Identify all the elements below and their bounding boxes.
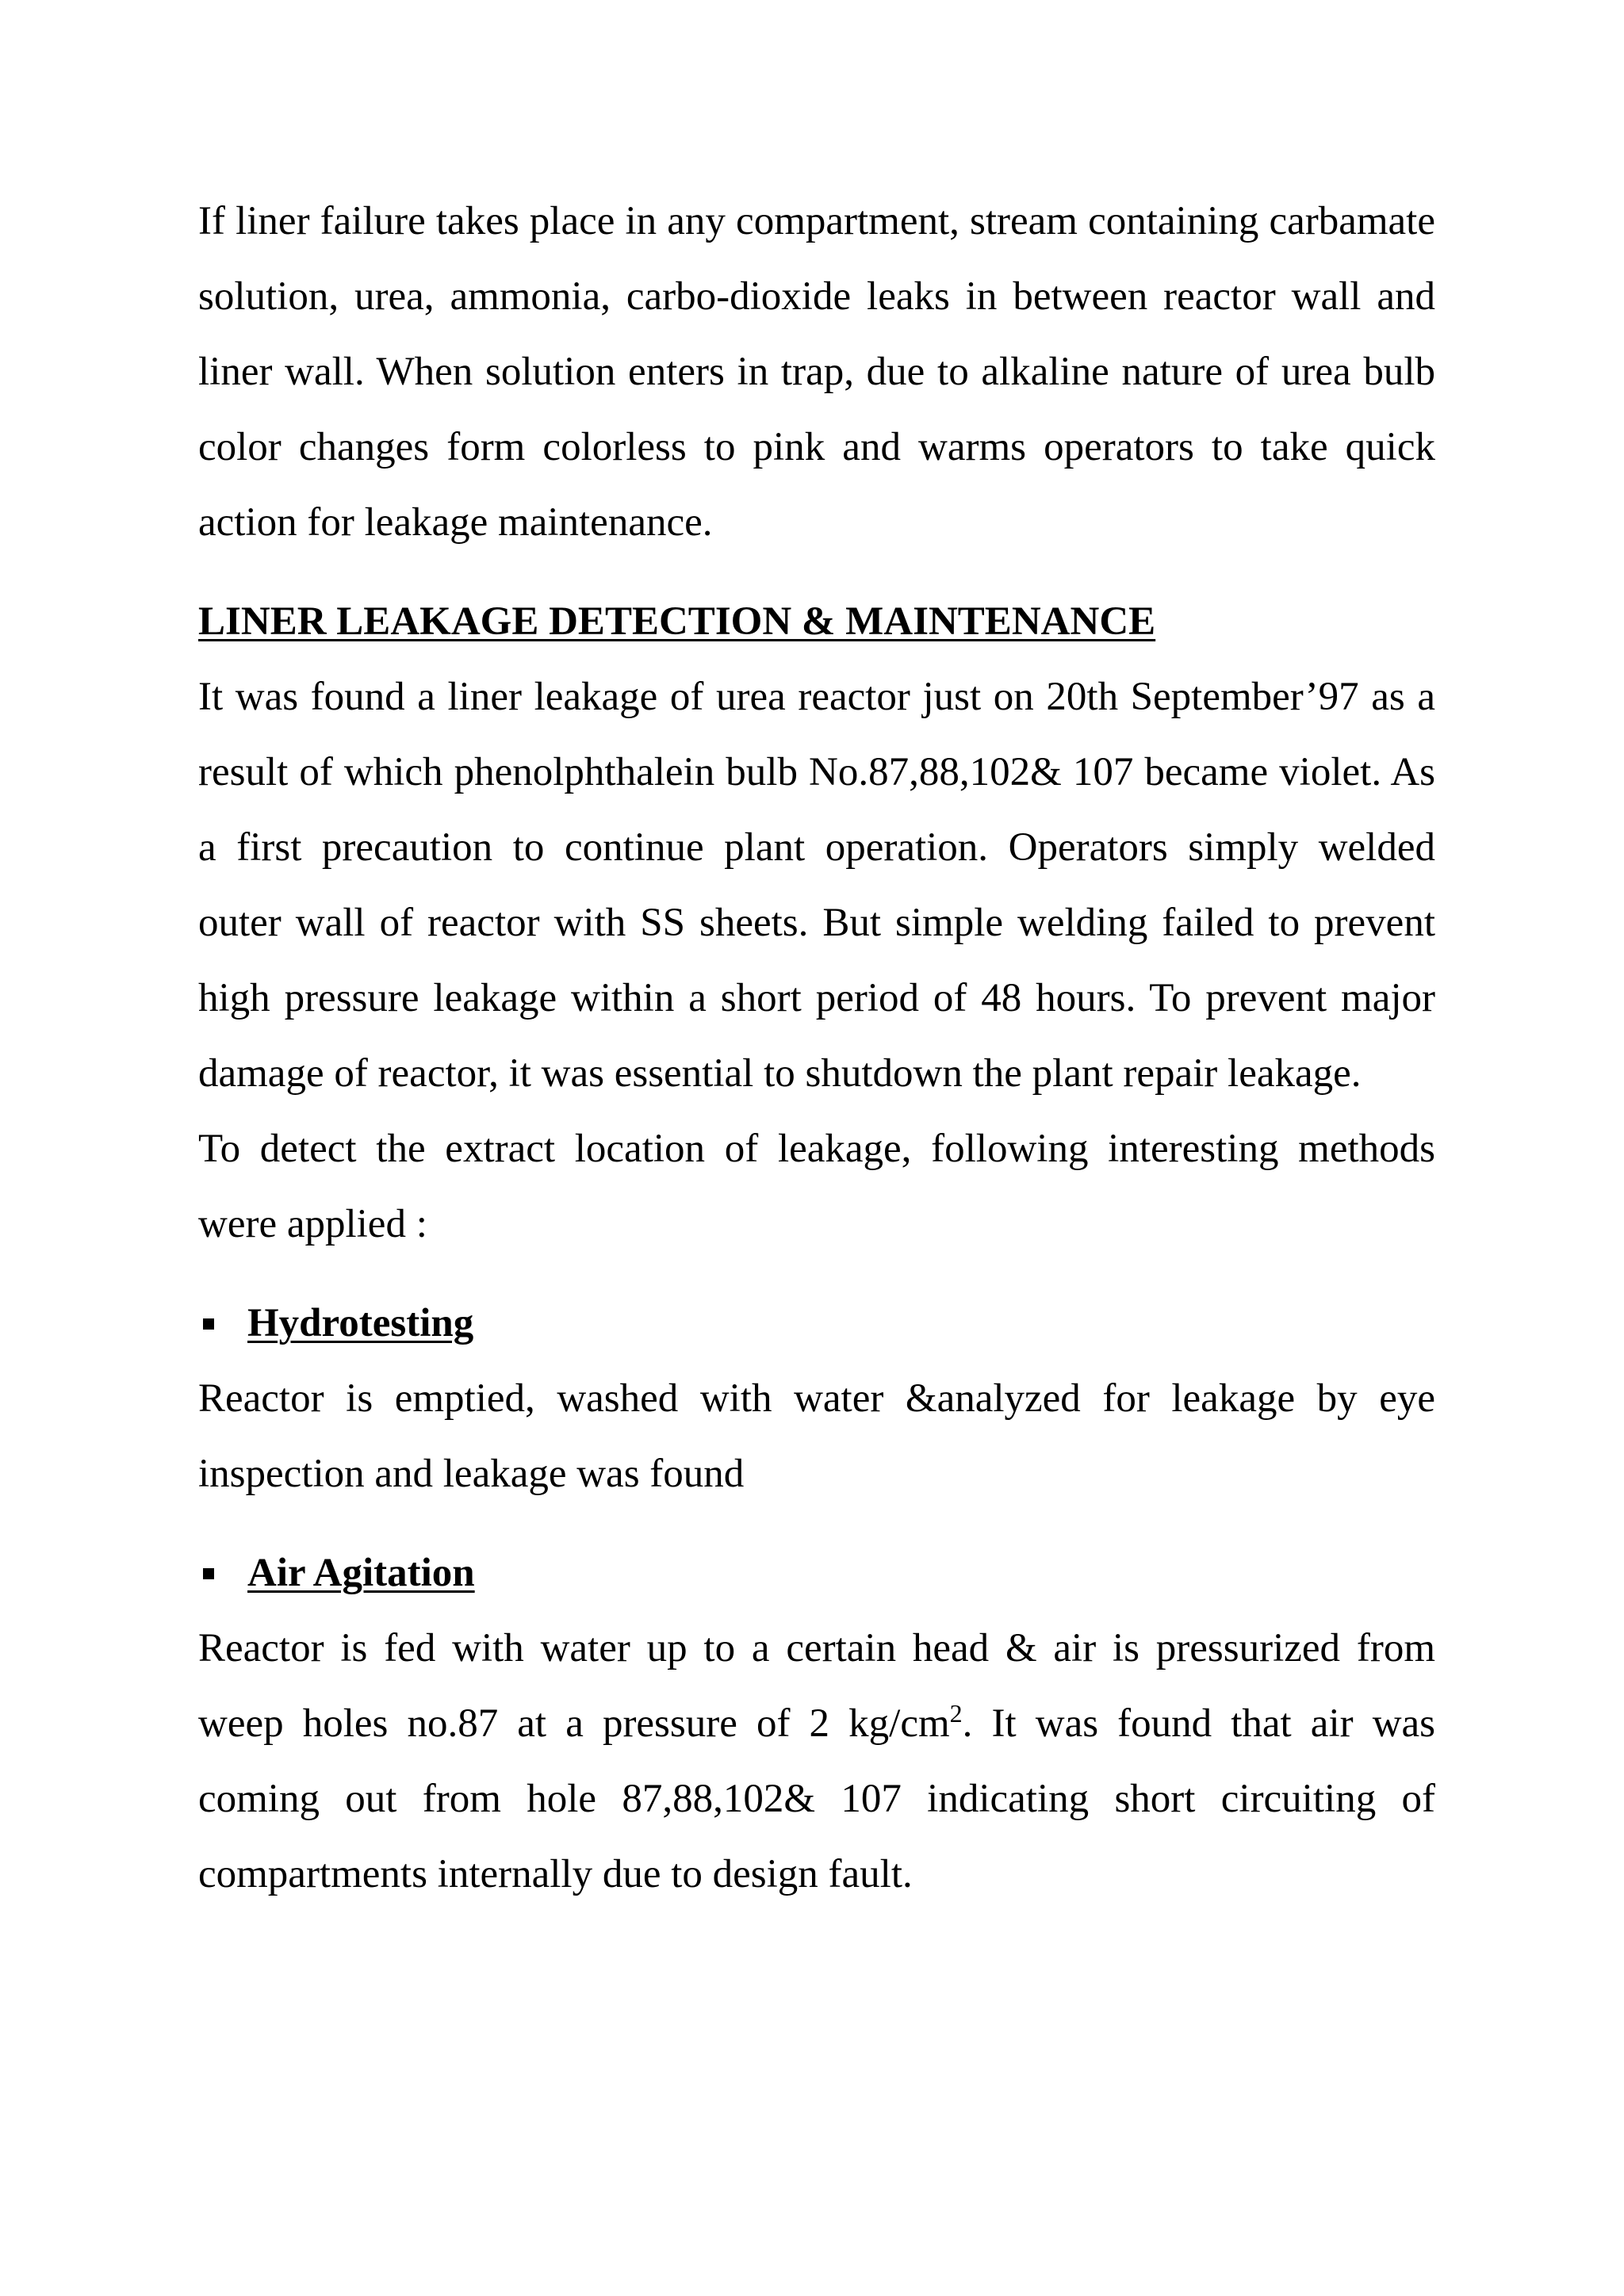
paragraph-leak-found: It was found a liner leakage of urea reactor just on 20th September’97 as a result of which phenolphthalein bulb No.87,88,102& 107 became violet. As a first precaution to continue plant operation. Operators simply welded outer wall of reactor with SS sheets. But simple welding failed to prevent high pressure leakage within a short period of 48 hours. To prevent major damage of reactor, it was essential to shutdown the plant repair leakage. [198, 675, 1435, 1096]
square-bullet-icon [203, 1568, 214, 1579]
unit-exponent: 2 [949, 1699, 963, 1728]
intro-paragraph: If liner failure takes place in any compartment, stream containing carbamate solution, urea, ammonia, carbo-dioxide leaks in between reactor wall and liner wall. When solution enters in trap, due to alkaline nature of urea bulb color changes form colorless to pink and warms operators to take quick action for leakage maintenance. [198, 199, 1435, 545]
paragraph-detection-methods: To detect the extract location of leakage, following interesting methods were applied : [198, 1127, 1435, 1246]
square-bullet-icon [203, 1318, 214, 1330]
method-air-agitation-text [198, 1611, 1435, 1912]
section-heading: LINER LEAKAGE DETECTION & MAINTENANCE [198, 599, 1156, 644]
method-title: Air Agitation [247, 1551, 475, 1595]
air-agitation-text-part-1: Reactor is fed with water up to a certain head & air is pressurized from weep holes no.87 at a pressure of 2 kg/cm [198, 1626, 1435, 1746]
method-air-agitation-title [198, 1536, 1435, 1611]
method-hydrotesting-title [198, 1286, 1435, 1361]
method-title: Hydrotesting [247, 1301, 474, 1345]
method-hydrotesting-text: Reactor is emptied, washed with water &analyzed for leakage by eye inspection and leakage was found [198, 1376, 1435, 1496]
document-page [198, 184, 1435, 1912]
air-agitation-text-part-2: . It was found that air was coming out from hole 87,88,102& 107 indicating short circuiting of compartments internally due to design fault. [198, 1701, 1436, 1896]
